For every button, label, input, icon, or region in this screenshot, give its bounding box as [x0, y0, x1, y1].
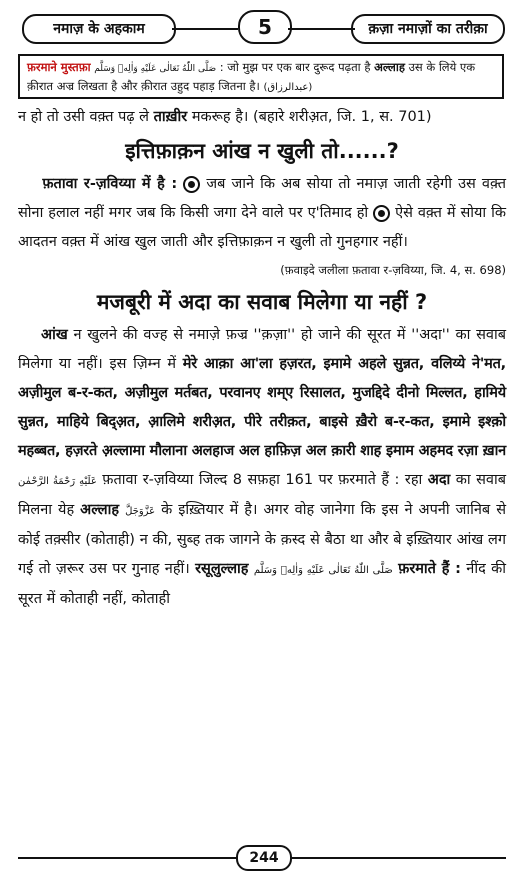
paragraph-reward-text-c: रहा: [404, 472, 423, 488]
header-rule-right: [288, 28, 355, 30]
paragraph-fatawa-text-a: जब जाने कि अब सोया तो नमाज़ जाती रहेगी उस वक़्त सोना हलाल नहीं मगर जब कि किसी जगा देने वाले पर ए'तिमाद हो: [18, 176, 507, 221]
heading-reward: मजबूरी में अदा का सवाब मिलेगा या नहीं ?: [96, 290, 428, 314]
arabic-invocation-3: صَلَّی اللّٰهُ تَعَالٰی عَلَيْهِ وَاٰلِهٖ وَسَلَّم: [253, 565, 393, 576]
opening-line: [18, 103, 506, 132]
paragraph-reward-bold-4: अल्लाह: [80, 502, 120, 518]
paragraph-reward-text-d: का सवाब मिलना येह: [18, 472, 507, 518]
chapter-title: क़ज़ा नमाज़ों का तरीक़ा: [351, 14, 505, 44]
opening-text: न हो तो उसी वक़्त पढ़ ले: [18, 109, 150, 125]
arabic-invocation-1: عَلَيْهِ رَحْمَةُ الرَّحْمٰن: [18, 476, 97, 487]
book-title: नमाज़ के अहकाम: [22, 14, 176, 44]
notice-allah: अल्लाह: [374, 60, 405, 74]
chapter-number: 5: [238, 10, 292, 44]
paragraph-reward-text-g: नींद की सूरत में कोताही नहीं, कोताही: [18, 561, 507, 607]
paragraph-reward-bold-5: रसूलुल्लाह: [195, 561, 249, 577]
page-body: [18, 103, 506, 614]
rosette-icon: [373, 205, 390, 222]
notice-label: फ़रमाने मुस्तफ़ा: [27, 60, 91, 74]
hadith-notice-box: [18, 54, 504, 99]
paragraph-fatawa: [18, 170, 506, 257]
paragraph-reward-text-b: फ़तावा र-ज़विय्या जिल्द 8 सफ़हा 161 पर फ़रमाते हैं :: [102, 472, 400, 488]
paragraph-reward-titles: मेरे आक़ा आ'ला हज़रत, इमामे अहले सुन्नत, वलिय्ये ने'मत, अज़ीमुल ब-र-कत, अज़ीमुल मर्तबत, परवानए शम्ए रिसालत, मुजद्दिदे दीनो मिल्लत, हामिये सुन्नत, माहिये बिद्अ़त, आ़लिमे शरीअ़त, पीरे तरीक़त, बाइसे ख़ैरो ब-र-कत, इमामे इश्क़ो महब्बत, हज़रते अ़ल्लामा मौलाना अलहाज अल हाफ़िज़ अल क़ारी शाह इमाम अहमद रज़ा ख़ान: [18, 356, 506, 459]
paragraph-reward-text-e: के इख़्तियार में है। अगर वोह जानेगा कि इस ने अपनी जानिब से कोई तक़्सीर (कोताही) न की, सुब्ह तक जागने के क़स्द से बैठा था और बे इख़्तियार आंख लग गई तो ज़रूर उस पर गुनाह नहीं।: [18, 502, 507, 577]
paragraph-reward-bold-3: अदा: [427, 472, 451, 488]
arabic-invocation-2: عَزَّوَجَلَّ: [125, 506, 156, 517]
footer-page-number: 244: [236, 845, 292, 871]
header-rule-left: [172, 28, 238, 30]
opening-source: मकरूह है। (बहारे शरीअ़त, जि. 1, स. 701): [191, 109, 432, 125]
paragraph-reward-text-a: न खुलने की वज्ह से नमाज़े फ़ज्र ''क़ज़ा'' हो जाने की सूरत में ''अदा'' का सवाब मिलेगा या नहीं। इस ज़िम्न में: [18, 327, 507, 372]
notice-reference: (عبدالرزاق): [263, 82, 313, 93]
heading-accidental-waking: इत्तिफ़ाक़न आंख न खुली तो......?: [125, 139, 399, 163]
paragraph-reward: [18, 321, 506, 614]
paragraph-reward-text-f: फ़रमाते हैं :: [398, 561, 461, 577]
source-citation: (फ़वाइदे जलीला फ़तावा र-ज़विय्या, जि. 4, स. 698): [280, 263, 506, 277]
notice-text-1: : जो मुझ पर एक बार दुरूद पढ़ता है: [219, 60, 371, 74]
notice-text-2: उस के लिये एक क़ीरात अज्र लिखता है और क़ीरात उहुद पहाड़ जितना है।: [27, 60, 476, 93]
notice-arabic-salutation: صَلَّی اللّٰهُ تَعَالٰی عَلَيْهِ وَاٰلِهٖ وَسَلَّم: [94, 64, 217, 74]
opening-bold: ताख़ीर: [153, 109, 188, 125]
paragraph-fatawa-text-b: ऐसे वक़्त में सोया कि आदतन वक़्त में आंख खुल जाती और इत्तिफ़ाक़न न खुली तो गुनहगार नहीं।: [18, 205, 507, 250]
rosette-icon: [183, 176, 200, 193]
page-footer: [0, 845, 525, 871]
page-header: [22, 10, 505, 44]
paragraph-reward-bold-1: आंख: [41, 327, 68, 343]
paragraph-fatawa-bold: फ़तावा र-ज़विय्या में है :: [42, 176, 178, 192]
